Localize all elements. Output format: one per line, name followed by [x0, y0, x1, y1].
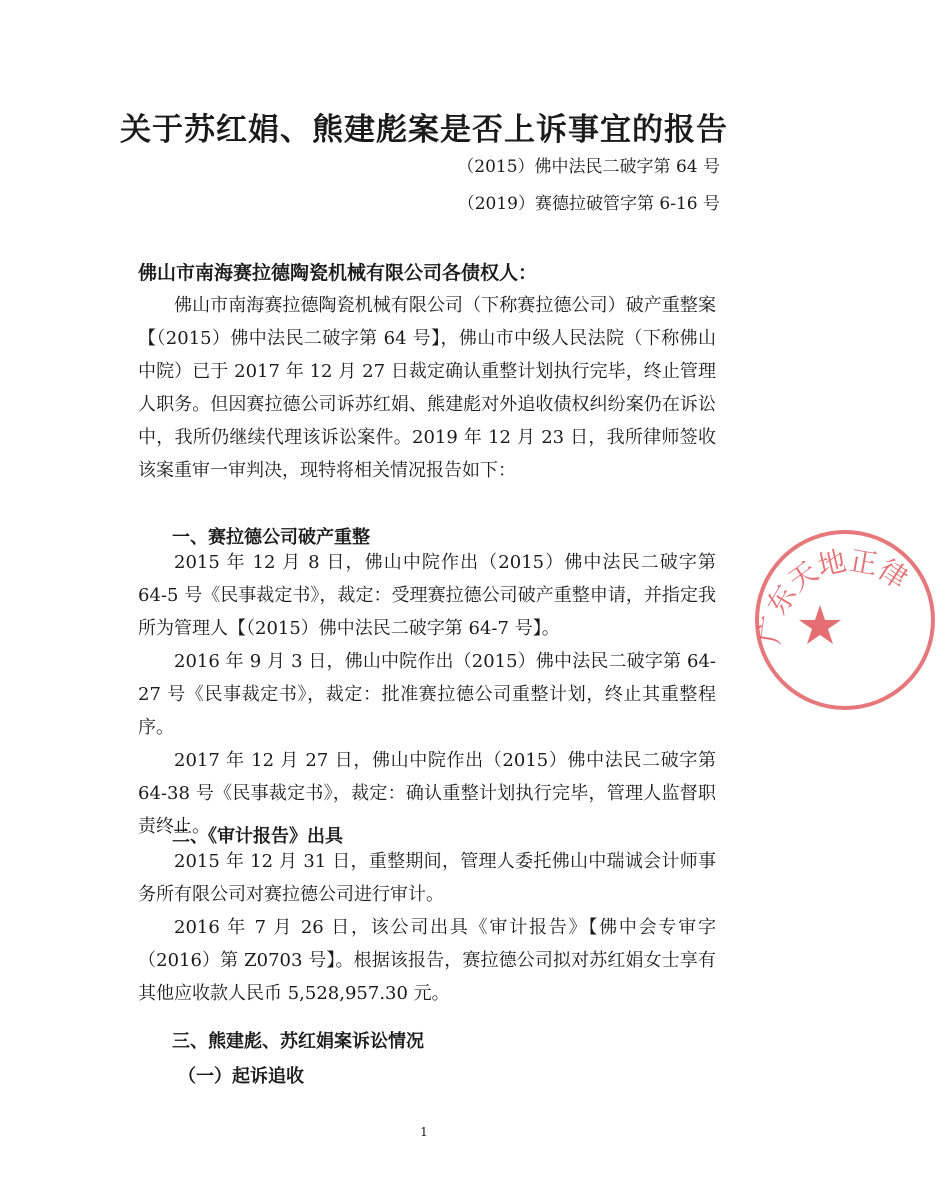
section-1-paragraph-1: 2015 年 12 月 8 日，佛山中院作出（2015）佛中法民二破字第 64-5 号《民事裁定书》，裁定：受理赛拉德公司破产重整申请，并指定我所为管理人【（2015）佛中法民二破字第 64-7 号】。 [138, 552, 716, 639]
section-2-paragraph-1: 2015 年 12 月 31 日，重整期间，管理人委托佛山中瑞诚会计师事务所有限公司对赛拉德公司进行审计。 [138, 851, 716, 905]
section-heading-3: 三、熊建彪、苏红娟案诉讼情况 [172, 1031, 424, 1052]
seal-star-icon [799, 605, 841, 644]
section-1-paragraph-2: 2016 年 9 月 3 日，佛山中院作出（2015）佛中法民二破字第 64-27 号《民事裁定书》，裁定：批准赛拉德公司重整计划，终止其重整程序。 [138, 651, 716, 738]
section-heading-2: 二、《审计报告》出具 [172, 826, 343, 847]
intro-section [138, 289, 716, 487]
reference-number-1: （2015）佛中法民二破字第 64 号 [457, 157, 720, 177]
official-seal-stamp [745, 520, 945, 720]
intro-paragraph: 佛山市南海赛拉德陶瓷机械有限公司（下称赛拉德公司）破产重整案【（2015）佛中法民二破字第 64 号】，佛山市中级人民法院（下称佛山中院）已于 2017 年 12 月 27 日裁定确认重整计划执行完毕，终止管理人职务。但因赛拉德公司诉苏红娟、熊建彪对外追收债权纠纷案仍在诉讼中，我所仍继续代理该诉讼案件。2019 年 12 月 23 日，我所律师签收该案重审一审判决，现特将相关情况报告如下： [138, 295, 716, 481]
reference-number-2: （2019）赛德拉破管字第 6-16 号 [457, 194, 720, 214]
seal-text: 广东天地正律 [752, 543, 914, 646]
section-1-body [138, 546, 716, 843]
section-2-paragraph-2: 2016 年 7 月 26 日，该公司出具《审计报告》【佛中会专审字（2016）第 Z0703 号】。根据该报告，赛拉德公司拟对苏红娟女士享有其他应收款人民币 5,528,957.30 元。 [138, 917, 716, 1004]
section-3-subheading: （一）起诉追收 [178, 1066, 304, 1087]
section-heading-1: 一、赛拉德公司破产重整 [172, 527, 370, 548]
page-number: 1 [420, 1125, 428, 1139]
document-title: 关于苏红娟、熊建彪案是否上诉事宜的报告 [120, 112, 728, 148]
addressee: 佛山市南海赛拉德陶瓷机械有限公司各债权人： [138, 262, 538, 284]
section-1-paragraph-3: 2017 年 12 月 27 日，佛山中院作出（2015）佛中法民二破字第 64-38 号《民事裁定书》，裁定：确认重整计划执行完毕，管理人监督职责终止。 [138, 750, 716, 837]
section-2-body [138, 845, 716, 1010]
svg-text:广东天地正律 [753, 544, 914, 646]
